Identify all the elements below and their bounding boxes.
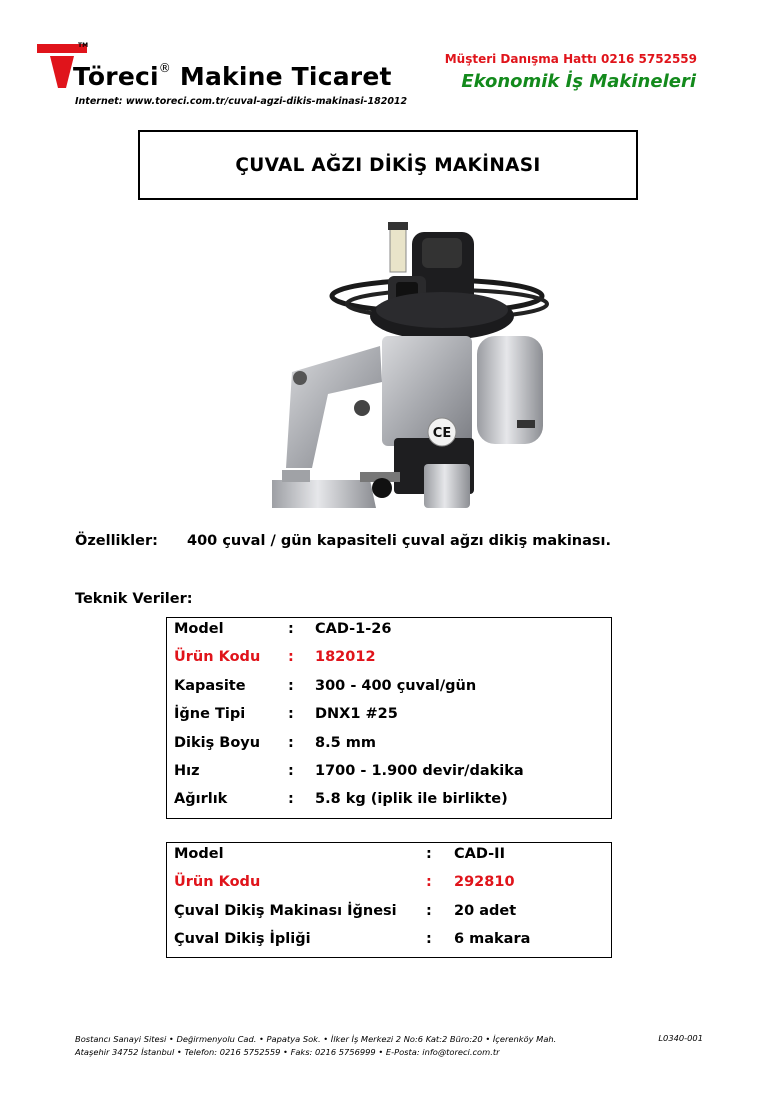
title-box — [138, 130, 638, 200]
customer-hotline: Müşteri Danışma Hattı 0216 5752559 — [444, 52, 697, 66]
spec-table-cad-ii — [166, 842, 612, 958]
spec-row-model: Model : CAD-II — [174, 846, 505, 862]
ce-mark: CE — [432, 426, 452, 441]
spec-row-product-code: Ürün Kodu : 182012 — [174, 649, 376, 665]
spec-row-needle-type: İğne Tipi : DNX1 #25 — [174, 706, 398, 722]
sewing-machine-image — [272, 218, 552, 518]
document-code: L0340-001 — [658, 1033, 703, 1043]
internet-url: Internet: www.toreci.com.tr/cuval-agzi-dikis-makinasi-182012 — [75, 96, 408, 107]
spec-row-thread: Çuval Dikiş İpliği : 6 makara — [174, 931, 531, 947]
spec-row-model: Model : CAD-1-26 — [174, 621, 392, 637]
technical-data-heading: Teknik Veriler: — [75, 591, 193, 607]
footer-address — [75, 1033, 556, 1058]
spec-row-needles: Çuval Dikiş Makinası İğnesi : 20 adet — [174, 903, 517, 919]
trademark-mark: TM — [78, 42, 89, 49]
spec-row-speed: Hız : 1700 - 1.900 devir/dakika — [174, 763, 524, 779]
company-name: Töreci® Makine Ticaret — [73, 60, 392, 91]
footer-line-1: Bostancı Sanayi Sitesi • Değirmenyolu Cad. • Papatya Sok. • İlker İş Merkezi 2 No:6 Kat:2 Büro:20 • İçerenköy Mah. — [75, 1034, 557, 1044]
spec-row-product-code: Ürün Kodu : 292810 — [174, 874, 515, 890]
footer-line-2: Ataşehir 34752 İstanbul • Telefon: 0216 5752559 • Faks: 0216 5756999 • E-Posta: info@toreci.com.tr — [75, 1046, 500, 1057]
spec-table-cad-1-26 — [166, 617, 612, 819]
features-text: 400 çuval / gün kapasiteli çuval ağzı dikiş makinası. — [187, 533, 612, 549]
spec-row-stitch-length: Dikiş Boyu : 8.5 mm — [174, 735, 376, 751]
spec-row-weight: Ağırlık : 5.8 kg (iplik ile birlikte) — [174, 791, 508, 807]
registered-mark: ® — [158, 60, 171, 75]
features-label: Özellikler: — [75, 533, 158, 549]
tagline: Ekonomik İş Makineleri — [461, 71, 696, 92]
spec-row-capacity: Kapasite : 300 - 400 çuval/gün — [174, 678, 477, 694]
page-title: ÇUVAL AĞZI DİKİŞ MAKİNASI — [235, 154, 541, 176]
